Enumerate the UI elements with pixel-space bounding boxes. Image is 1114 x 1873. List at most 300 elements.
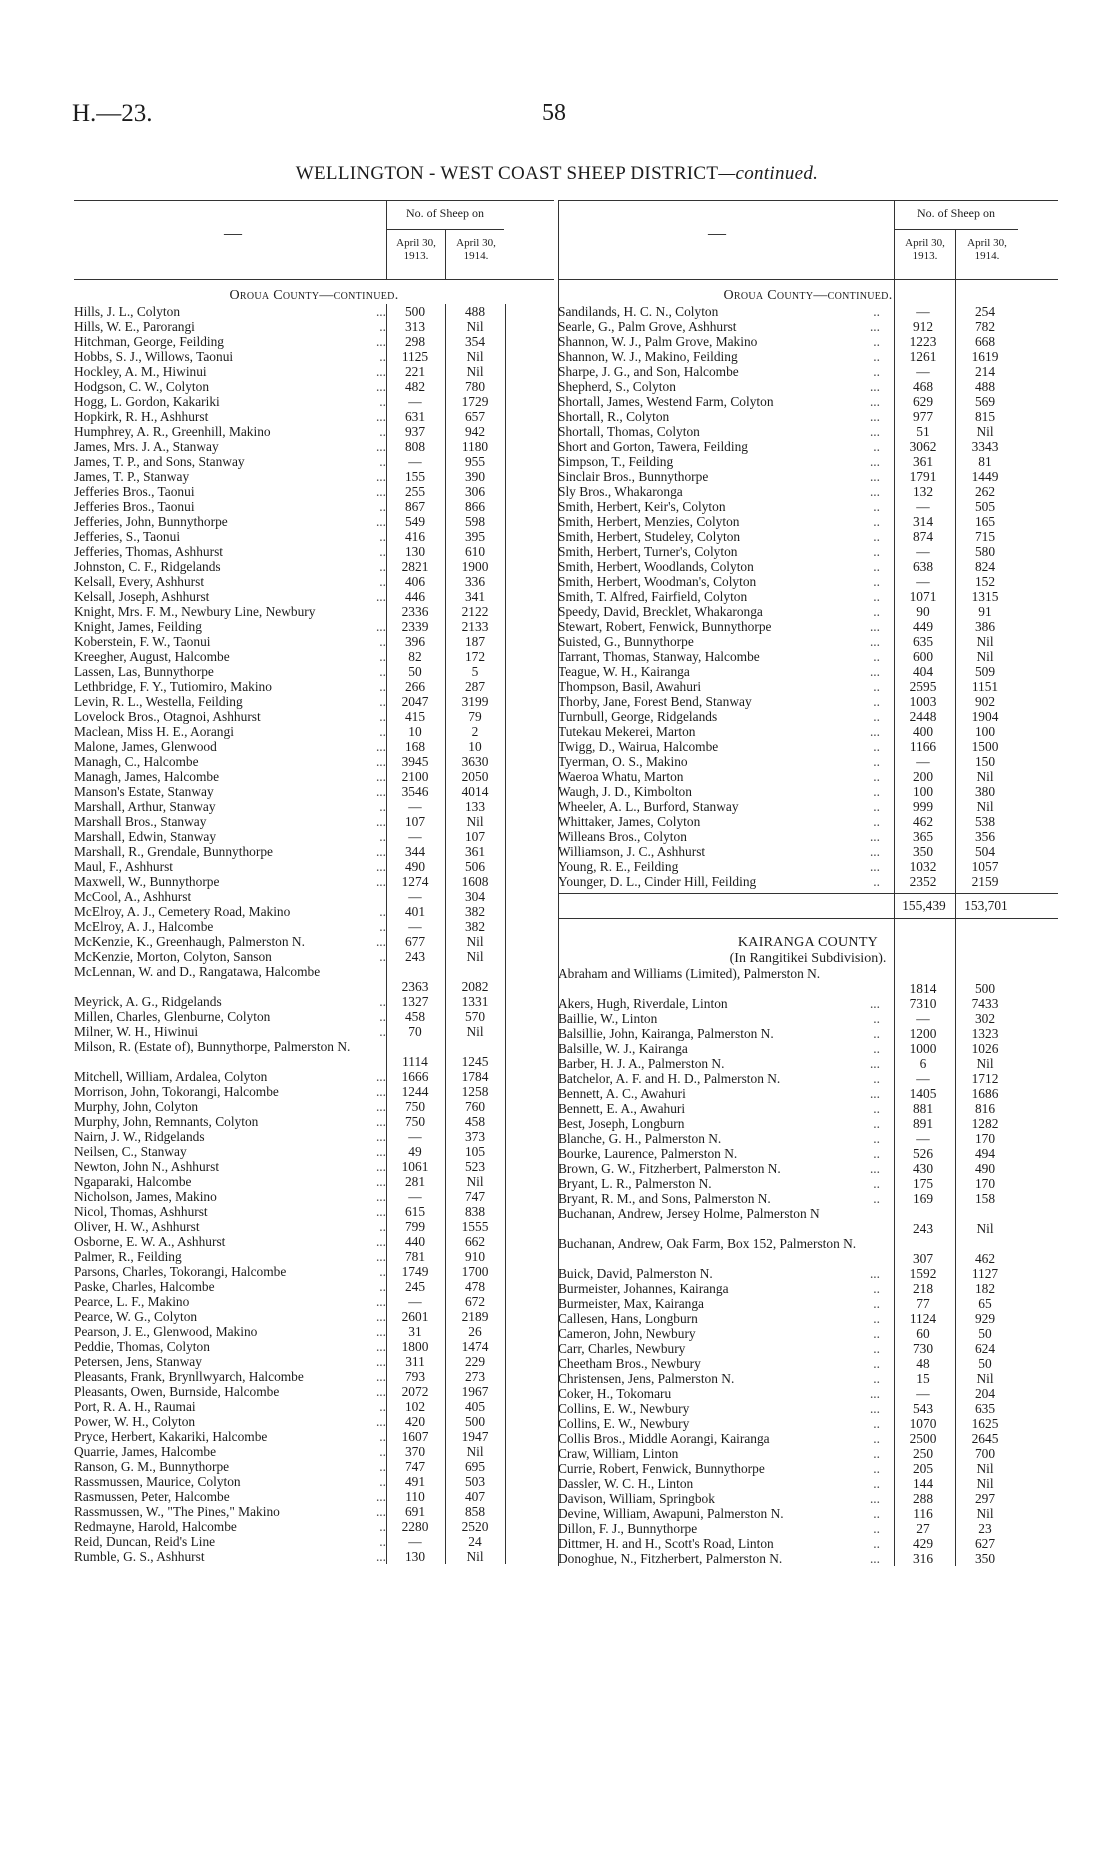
sheep-1913: 891: [912, 1116, 934, 1131]
sheep-1914: 700: [974, 1446, 996, 1461]
table-row: [74, 304, 554, 319]
sheep-1913: 3945: [401, 754, 429, 769]
table-row: [74, 1039, 554, 1069]
sheep-1913: 116: [913, 1506, 933, 1521]
table-row: [558, 1041, 1058, 1056]
owner-name: Christensen, Jens, Palmerston N.: [558, 1371, 735, 1386]
sheep-1913: 747: [404, 1459, 426, 1474]
owner-name: Koberstein, F. W., Taonui: [74, 634, 211, 649]
table-row: [74, 1369, 554, 1384]
title-continued: —continued.: [718, 163, 819, 184]
sheep-1913: 2352: [909, 874, 937, 889]
table-row: [558, 1281, 1058, 1296]
sheep-1914: 1555: [461, 1219, 489, 1234]
sheep-1913: 313: [404, 319, 426, 334]
table-row: [74, 1144, 554, 1159]
sheep-1913: —: [408, 1189, 422, 1204]
sheep-1913: 440: [404, 1234, 426, 1249]
sheep-1913: 205: [912, 1461, 934, 1476]
leader-dots: ...: [375, 1069, 386, 1084]
sheep-1913: 1261: [909, 349, 937, 364]
sheep-1913: 132: [912, 484, 934, 499]
sheep-1914: 1608: [461, 874, 489, 889]
leader-dots: ...: [869, 1161, 880, 1176]
owner-name: Kelsall, Joseph, Ashhurst: [74, 589, 210, 604]
leader-dots: ...: [375, 1339, 386, 1354]
table-row: [74, 454, 554, 469]
sheep-1913: —: [916, 499, 930, 514]
header-group: No. of Sheep on: [917, 206, 995, 220]
table-row: [74, 1459, 554, 1474]
sheep-1913: —: [916, 1131, 930, 1146]
sheep-1914: Nil: [466, 1174, 484, 1189]
owner-name: Searle, G., Palm Grove, Ashhurst: [558, 319, 737, 334]
owner-name: Nicol, Thomas, Ashhurst: [74, 1204, 208, 1219]
sheep-1914: 81: [978, 454, 992, 469]
sheep-1914: Nil: [976, 769, 994, 784]
sheep-1913: 1070: [909, 1416, 937, 1431]
leader-dots: ..: [379, 424, 386, 439]
table-row: [74, 1339, 554, 1354]
table-row: [74, 994, 554, 1009]
leader-dots: ..: [873, 1026, 880, 1041]
leader-dots: ..: [873, 1326, 880, 1341]
sheep-1914: 1712: [971, 1071, 999, 1086]
sheep-1914: 500: [464, 1414, 486, 1429]
sheep-1913: 1114: [402, 1054, 428, 1069]
sheep-1913: 500: [404, 304, 426, 319]
leader-dots: ...: [869, 619, 880, 634]
sheep-1913: 750: [404, 1099, 426, 1114]
sheep-1914: 504: [974, 844, 996, 859]
sheep-1914: 1619: [971, 349, 999, 364]
owner-name: McKenzie, Morton, Colyton, Sanson: [74, 949, 272, 964]
sheep-1914: 380: [974, 784, 996, 799]
table-row: [74, 1324, 554, 1339]
table-row: [74, 1174, 554, 1189]
table-row: [74, 859, 554, 874]
leader-dots: ..: [873, 589, 880, 604]
owner-name: Mitchell, William, Ardalea, Colyton: [74, 1069, 268, 1084]
owner-name: Willeans Bros., Colyton: [558, 829, 687, 844]
leader-dots: ..: [379, 1264, 386, 1279]
leader-dots: ..: [379, 454, 386, 469]
table-row: [74, 1009, 554, 1024]
header-col2: April 30, 1914.: [456, 237, 496, 262]
table-row: [74, 439, 554, 454]
leader-dots: ..: [379, 994, 386, 1009]
sheep-1914: 782: [974, 319, 996, 334]
owner-name: Thorby, Jane, Forest Bend, Stanway: [558, 694, 752, 709]
sheep-1913: 490: [404, 859, 426, 874]
leader-dots: ...: [375, 934, 386, 949]
table-row: [558, 1386, 1058, 1401]
table-row: [558, 1356, 1058, 1371]
sheep-1914: 858: [464, 1504, 486, 1519]
sheep-1914: 503: [464, 1474, 486, 1489]
owner-name: Hodgson, C. W., Colyton: [74, 379, 210, 394]
owner-name: Pleasants, Owen, Burnside, Halcombe: [74, 1384, 280, 1399]
leader-dots: ..: [379, 1024, 386, 1039]
leader-dots: ..: [379, 1399, 386, 1414]
table-row: [74, 934, 554, 949]
sheep-1913: 2595: [909, 679, 937, 694]
table-row: [558, 1206, 1058, 1236]
leader-dots: ...: [869, 469, 880, 484]
leader-dots: ..: [873, 799, 880, 814]
sheep-1913: 1749: [401, 1264, 429, 1279]
table-row: [74, 1264, 554, 1279]
leader-dots: ...: [869, 1386, 880, 1401]
owner-name: Hills, W. E., Parorangi: [74, 319, 195, 334]
sheep-1913: 404: [912, 664, 934, 679]
leader-dots: ...: [375, 739, 386, 754]
sheep-1913: 7310: [909, 996, 937, 1011]
sheep-1914: 79: [468, 709, 482, 724]
left-column: [74, 200, 554, 1564]
sheep-1913: 350: [912, 844, 934, 859]
sheep-1913: —: [916, 304, 930, 319]
sheep-1913: 1125: [401, 349, 429, 364]
table-row: [558, 514, 1058, 529]
column-rule: [445, 304, 446, 1564]
owner-name: Turnbull, George, Ridgelands: [558, 709, 718, 724]
sheep-1913: 15: [916, 1371, 930, 1386]
table-row: [74, 409, 554, 424]
table-row: [74, 1294, 554, 1309]
owner-name: Milner, W. H., Hiwinui: [74, 1024, 199, 1039]
table-row: [558, 874, 1058, 889]
sheep-1913: —: [408, 394, 422, 409]
sheep-1914: 1180: [461, 439, 489, 454]
sheep-1914: 382: [464, 919, 486, 934]
owner-name: Smith, Herbert, Woodman's, Colyton: [558, 574, 757, 589]
table-row: [74, 1384, 554, 1399]
table-row: [558, 1536, 1058, 1551]
owner-name: Malone, James, Glenwood: [74, 739, 217, 754]
sheep-1914: 1784: [461, 1069, 489, 1084]
owner-name: Sly Bros., Whakaronga: [558, 484, 683, 499]
table-row: [558, 996, 1058, 1011]
table-row: [558, 1116, 1058, 1131]
sheep-1913: 77: [916, 1296, 930, 1311]
owner-name: Lovelock Bros., Otagnoi, Ashhurst: [74, 709, 261, 724]
leader-dots: ..: [379, 1534, 386, 1549]
sheep-1913: —: [916, 364, 930, 379]
sheep-1914: 1127: [971, 1266, 999, 1281]
table-row: [558, 634, 1058, 649]
owner-name: Parsons, Charles, Tokorangi, Halcombe: [74, 1264, 287, 1279]
table-row: [558, 739, 1058, 754]
sheep-1913: 2047: [401, 694, 429, 709]
leader-dots: ..: [379, 679, 386, 694]
owner-name: Hitchman, George, Feilding: [74, 334, 224, 349]
sheep-1913: 449: [912, 619, 934, 634]
sheep-1913: —: [408, 889, 422, 904]
left-rows: [74, 304, 554, 1564]
table-row: [74, 679, 554, 694]
owner-name: Currie, Robert, Fenwick, Bunnythorpe: [558, 1461, 765, 1476]
table-row: [74, 1249, 554, 1264]
leader-dots: ..: [379, 1459, 386, 1474]
owner-name: Knight, James, Feilding: [74, 619, 202, 634]
table-row: [558, 1266, 1058, 1281]
sheep-1914: 2122: [461, 604, 489, 619]
owner-name: Pearce, L. F., Makino: [74, 1294, 190, 1309]
leader-dots: ...: [869, 394, 880, 409]
leader-dots: ...: [869, 829, 880, 844]
sheep-1913: 82: [408, 649, 422, 664]
sheep-1913: 266: [404, 679, 426, 694]
sheep-1913: 344: [404, 844, 426, 859]
sheep-1913: 307: [912, 1251, 934, 1266]
leader-dots: ...: [869, 634, 880, 649]
leader-dots: ...: [375, 1159, 386, 1174]
owner-name: Jefferies Bros., Taonui: [74, 484, 195, 499]
sheep-1914: 1500: [971, 739, 999, 754]
table-row: [74, 814, 554, 829]
table-row: [74, 529, 554, 544]
table-row: [558, 1431, 1058, 1446]
leader-dots: ..: [873, 1116, 880, 1131]
owner-name: Dillon, F. J., Bunnythorpe: [558, 1521, 698, 1536]
sheep-1914: 2133: [461, 619, 489, 634]
sheep-1914: 490: [974, 1161, 996, 1176]
sheep-1913: 49: [408, 1144, 422, 1159]
leader-dots: ...: [869, 1056, 880, 1071]
table-row: [558, 709, 1058, 724]
sheep-1914: 10: [468, 739, 482, 754]
sheep-1913: 243: [404, 949, 426, 964]
owner-name: Maclean, Miss H. E., Aorangi: [74, 724, 234, 739]
leader-dots: ..: [873, 1011, 880, 1026]
leader-dots: ...: [869, 664, 880, 679]
leader-dots: ...: [869, 844, 880, 859]
sheep-1914: 838: [464, 1204, 486, 1219]
owner-name: Petersen, Jens, Stanway: [74, 1354, 202, 1369]
owner-name: Marshall, R., Grendale, Bunnythorpe: [74, 844, 273, 859]
table-row: [558, 1146, 1058, 1161]
sheep-1914: 2050: [461, 769, 489, 784]
sheep-1913: 2601: [401, 1309, 429, 1324]
leader-dots: ..: [379, 1219, 386, 1234]
column-rule: [894, 278, 895, 1566]
owner-name: Hopkirk, R. H., Ashhurst: [74, 409, 209, 424]
leader-dots: ...: [869, 859, 880, 874]
sheep-1914: 488: [464, 304, 486, 319]
leader-dots: ...: [375, 1324, 386, 1339]
table-row: [558, 1341, 1058, 1356]
sheep-1914: 2645: [971, 1431, 999, 1446]
header-group: No. of Sheep on: [406, 206, 484, 220]
sheep-1913: —: [408, 1294, 422, 1309]
owner-name: Nairn, J. W., Ridgelands: [74, 1129, 205, 1144]
leader-dots: ..: [379, 499, 386, 514]
column-rule: [505, 304, 506, 1564]
header-dash: —: [708, 223, 726, 243]
leader-dots: ..: [379, 919, 386, 934]
table-row: [558, 1101, 1058, 1116]
sheep-1914: 1026: [971, 1041, 999, 1056]
table-row: [74, 1234, 554, 1249]
table-row: [558, 1461, 1058, 1476]
sheep-1913: 1000: [909, 1041, 937, 1056]
table-row: [74, 1429, 554, 1444]
sheep-1913: 691: [404, 1504, 426, 1519]
sheep-1914: 500: [974, 981, 996, 996]
owner-name: Ranson, G. M., Bunnythorpe: [74, 1459, 230, 1474]
owner-name: Tarrant, Thomas, Stanway, Halcombe: [558, 649, 760, 664]
sheep-1913: 1666: [401, 1069, 429, 1084]
owner-name: Buchanan, Andrew, Oak Farm, Box 152, Palmerston N.: [558, 1236, 857, 1251]
sheep-1913: 130: [404, 544, 426, 559]
sheep-1914: 341: [464, 589, 486, 604]
sheep-1914: 354: [464, 334, 486, 349]
sheep-1913: 937: [404, 424, 426, 439]
owner-name: Marshall Bros., Stanway: [74, 814, 207, 829]
document-reference: H.—23.: [72, 100, 153, 127]
sheep-1913: 1791: [909, 469, 937, 484]
leader-dots: ..: [873, 1176, 880, 1191]
owner-name: McLennan, W. and D., Rangatawa, Halcombe: [74, 964, 321, 979]
leader-dots: ..: [873, 1071, 880, 1086]
table-row: [74, 889, 554, 904]
leader-dots: ..: [873, 349, 880, 364]
sheep-1914: 1258: [461, 1084, 489, 1099]
owner-name: Rasmussen, Peter, Halcombe: [74, 1489, 230, 1504]
owner-name: Murphy, John, Colyton: [74, 1099, 199, 1114]
sheep-1913: 2500: [909, 1431, 937, 1446]
table-row: [74, 754, 554, 769]
leader-dots: ..: [873, 1536, 880, 1551]
sheep-1914: 1729: [461, 394, 489, 409]
leader-dots: ...: [375, 589, 386, 604]
sheep-1914: Nil: [466, 1549, 484, 1564]
sheep-1914: 815: [974, 409, 996, 424]
owner-name: Teague, W. H., Kairanga: [558, 664, 690, 679]
owner-name: Sinclair Bros., Bunnythorpe: [558, 469, 709, 484]
sheep-1914: 580: [974, 544, 996, 559]
owner-name: Craw, William, Linton: [558, 1446, 679, 1461]
right-column: [558, 200, 1058, 1566]
table-row: [74, 634, 554, 649]
sheep-1914: 2: [471, 724, 479, 739]
leader-dots: ..: [873, 1191, 880, 1206]
sheep-1913: 1223: [909, 334, 937, 349]
sheep-1913: 3062: [909, 439, 937, 454]
table-row: [74, 364, 554, 379]
sheep-1914: Nil: [976, 1371, 994, 1386]
sheep-1914: 100: [974, 724, 996, 739]
sheep-1914: 462: [974, 1251, 996, 1266]
sheep-1913: 491: [404, 1474, 426, 1489]
leader-dots: ..: [873, 544, 880, 559]
sheep-1913: 458: [404, 1009, 426, 1024]
leader-dots: ...: [375, 619, 386, 634]
sheep-1913: 2339: [401, 619, 429, 634]
sheep-1914: 350: [974, 1551, 996, 1566]
owner-name: Wheeler, A. L., Burford, Stanway: [558, 799, 739, 814]
sheep-1914: 458: [464, 1114, 486, 1129]
table-row: [74, 1414, 554, 1429]
table-row: [558, 649, 1058, 664]
sheep-1913: —: [916, 574, 930, 589]
table-row: [558, 559, 1058, 574]
sheep-1914: 505: [974, 499, 996, 514]
column-rule: [955, 278, 956, 1566]
right-rows-kairanga: [558, 966, 1058, 1566]
sheep-1913: 298: [404, 334, 426, 349]
owner-name: Tyerman, O. S., Makino: [558, 754, 688, 769]
sheep-1913: 361: [912, 454, 934, 469]
leader-dots: ..: [379, 544, 386, 559]
owner-name: Rumble, G. S., Ashhurst: [74, 1549, 205, 1564]
sheep-1914: Nil: [976, 424, 994, 439]
owner-name: Speedy, David, Brecklet, Whakaronga: [558, 604, 763, 619]
table-row: [558, 394, 1058, 409]
sheep-1914: 760: [464, 1099, 486, 1114]
leader-dots: ..: [379, 1279, 386, 1294]
sheep-1913: 70: [408, 1024, 422, 1039]
sheep-1913: 631: [404, 409, 426, 424]
sheep-1914: 478: [464, 1279, 486, 1294]
table-row: [558, 1026, 1058, 1041]
table-row: [74, 349, 554, 364]
table-row: [74, 919, 554, 934]
owner-name: Pleasants, Frank, Brynllwyarch, Halcombe: [74, 1369, 304, 1384]
sheep-1913: 155: [404, 469, 426, 484]
sheep-1913: 1003: [909, 694, 937, 709]
sheep-1913: 255: [404, 484, 426, 499]
table-row: [74, 574, 554, 589]
sheep-1914: 306: [464, 484, 486, 499]
table-row: [74, 559, 554, 574]
sheep-1914: Nil: [976, 1476, 994, 1491]
sheep-1914: 361: [464, 844, 486, 859]
table-row: [558, 694, 1058, 709]
table-row: [558, 784, 1058, 799]
table-row: [558, 1311, 1058, 1326]
leader-dots: ...: [375, 439, 386, 454]
table-row: [558, 799, 1058, 814]
sheep-1913: —: [916, 1011, 930, 1026]
leader-dots: ...: [375, 304, 386, 319]
owner-name: Paske, Charles, Halcombe: [74, 1279, 215, 1294]
table-row: [558, 1086, 1058, 1101]
section-subheading: (In Rangitikei Subdivision).: [729, 951, 887, 966]
table-row: [558, 754, 1058, 769]
owner-name: Humphrey, A. R., Greenhill, Makino: [74, 424, 271, 439]
sheep-1914: 1686: [971, 1086, 999, 1101]
table-row: [74, 949, 554, 964]
sheep-1913: —: [408, 1129, 422, 1144]
table-row: [74, 739, 554, 754]
leader-dots: ..: [873, 1041, 880, 1056]
owner-name: Maul, F., Ashhurst: [74, 859, 173, 874]
owner-name: Shannon, W. J., Makino, Feilding: [558, 349, 738, 364]
leader-dots: ..: [873, 739, 880, 754]
owner-name: Dassler, W. C. H., Linton: [558, 1476, 694, 1491]
owner-name: Redmayne, Harold, Halcombe: [74, 1519, 237, 1534]
sheep-1914: 182: [974, 1281, 996, 1296]
table-row: [74, 649, 554, 664]
owner-name: Managh, C., Halcombe: [74, 754, 199, 769]
sheep-1913: 420: [404, 1414, 426, 1429]
sheep-1914: 1900: [461, 559, 489, 574]
table-row: [558, 379, 1058, 394]
leader-dots: ..: [379, 349, 386, 364]
owner-name: Younger, D. L., Cinder Hill, Feilding: [558, 874, 757, 889]
